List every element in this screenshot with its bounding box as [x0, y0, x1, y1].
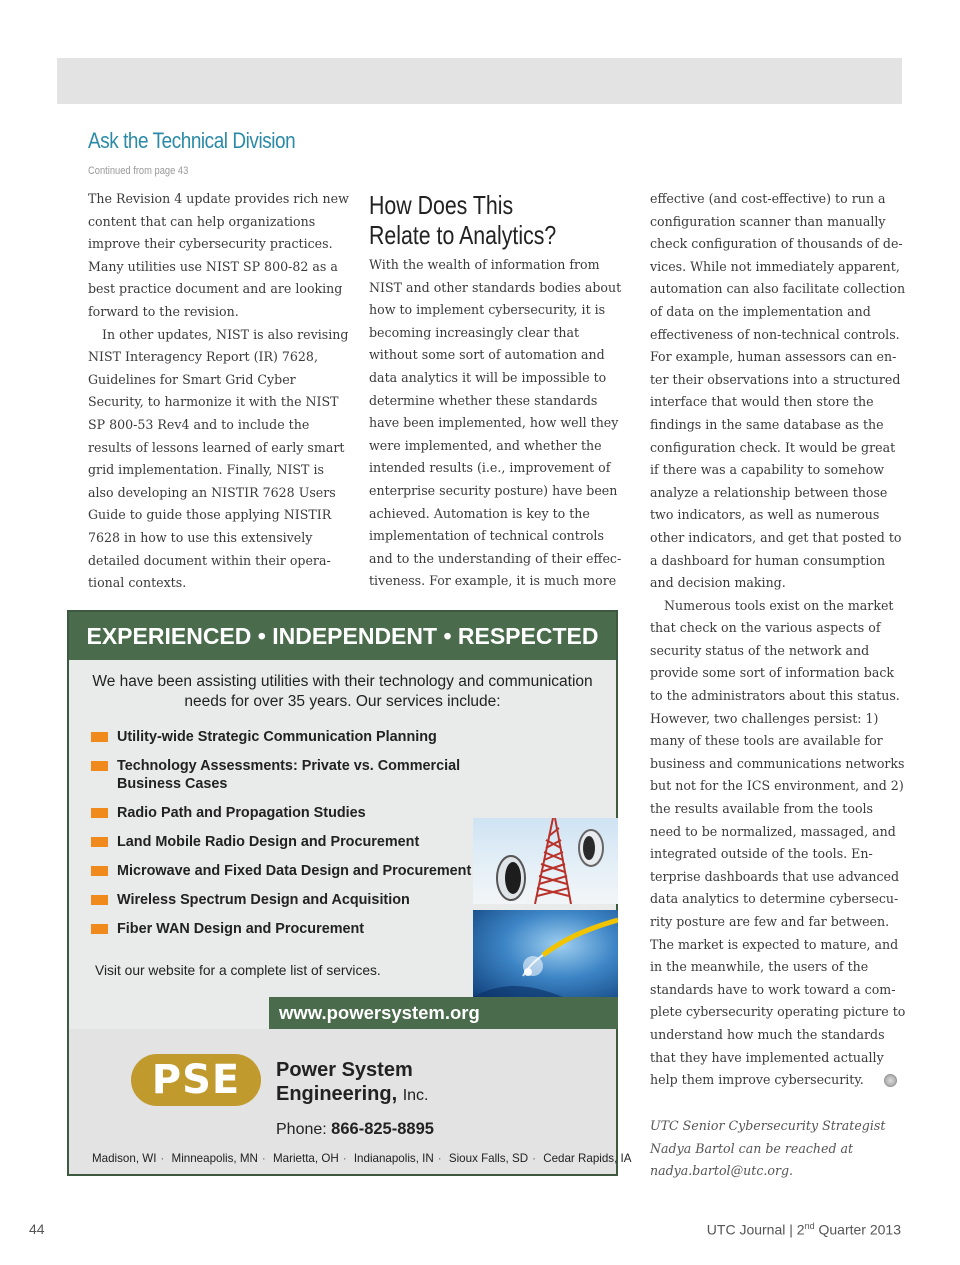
- pse-logo: PSE: [131, 1054, 261, 1106]
- fiber-optic-icon: [473, 910, 618, 997]
- service-label: Utility-wide Strategic Communication Planning: [117, 729, 437, 745]
- issue-quarter: Quarter 2013: [818, 1221, 901, 1238]
- column-3-paragraph: effective (and cost-effective) to run a configuration scanner than manually check configuration of thousands of devices. While not immediately apparent, automation can also facilitate collection of data on the implementation and effectiveness of non-technical controls. For example, human assessors can enter their observations into a structured interface that would then store the findings in the same database as the configuration check. It would be great if there was a capability to somehow analyze a relationship between those two indicators, as well as numerous other indicators, and get that posted to a dashboard for human consumption and decision making.: [650, 191, 906, 591]
- service-item: [91, 804, 476, 822]
- column-3-paragraph: [650, 595, 906, 1092]
- company-name-line1: Power System: [276, 1059, 413, 1081]
- company-name-line2-text: Engineering,: [276, 1083, 398, 1105]
- fiber-cable-image: [473, 910, 618, 997]
- bullet-icon: [91, 732, 108, 742]
- service-label: Technology Assessments: Private vs. Commercial Business Cases: [117, 758, 461, 792]
- location: Marietta, OH: [273, 1152, 339, 1165]
- radio-tower-icon: [473, 818, 618, 904]
- location: Indianapolis, IN: [353, 1152, 434, 1165]
- column-1-paragraph: In other updates, NIST is also revising NIST Interagency Report (IR) 7628, Guidelines for Smart Grid Cyber Security, to harmonize it with the NIST SP 800-53 Rev4 and to include the results of lessons learned of early smart grid implementation. Finally, NIST is also developing an NISTIR 7628 Users Guide to guide those applying NISTIR 7628 in how to use this extensively detailed document within their operational contexts.: [88, 326, 349, 591]
- service-label: Wireless Spectrum Design and Acquisition: [117, 892, 410, 908]
- journal-name: UTC Journal: [706, 1221, 786, 1238]
- header-bar: [57, 58, 902, 104]
- bullet-icon: [91, 837, 108, 847]
- issue-number: 2: [796, 1221, 805, 1238]
- column-2-paragraph: With the wealth of information from NIST and other standards bodies about how to implement cybersecurity, it is becoming increasingly clear that without some sort of automation and data analytics it will be impossible to determine whether these standards have been implemented, how well they were implemented, and whether the intended results (i.e., improvement of enterprise security posture) have been achieved. Automation is key to the implementation of technical controls and to the understanding of their effectiveness. For example, it is much more: [369, 257, 622, 589]
- ad-banner: EXPERIENCED • INDEPENDENT • RESPECTED: [69, 612, 616, 660]
- service-label: Microwave and Fixed Data Design and Procurement: [117, 863, 472, 879]
- service-item: [91, 862, 476, 880]
- ad-intro: We have been assisting utilities with their technology and communication needs for over 35 years. Our services include:: [92, 673, 593, 710]
- issue-ordinal: nd: [804, 1221, 815, 1231]
- services-list: [91, 728, 476, 949]
- bullet-icon: [91, 866, 108, 876]
- column-2: [369, 254, 624, 593]
- website-link[interactable]: www.powersystem.org: [269, 997, 618, 1029]
- service-item: [91, 891, 476, 909]
- location: Madison, WI: [92, 1152, 157, 1165]
- end-mark-icon: [884, 1074, 897, 1087]
- service-item: [91, 757, 476, 793]
- location: Sioux Falls, SD: [448, 1152, 529, 1165]
- bullet-icon: [91, 924, 108, 934]
- office-locations: Madison, WI · Minneapolis, MN · Marietta, OH · Indianapolis, IN · Sioux Falls, SD · Cedar Rapids, IA: [92, 1152, 632, 1165]
- column-1: [88, 188, 350, 595]
- page-number: 44: [29, 1221, 45, 1237]
- journal-footer: UTC Journal | 2nd Quarter 2013: [706, 1221, 901, 1238]
- bullet-icon: [91, 895, 108, 905]
- service-item: [91, 728, 476, 746]
- company-name: [276, 1058, 428, 1108]
- ad-visit-note: Visit our website for a complete list of services.: [95, 963, 381, 978]
- continued-note: Continued from page 43: [88, 165, 189, 177]
- service-label: Radio Path and Propagation Studies: [117, 805, 366, 821]
- phone-label: Phone:: [276, 1121, 327, 1138]
- column-3-paragraph-text: Numerous tools exist on the market that check on the various aspects of security status of the network and provide some sort of information back to the administrators about this status. However, two challenges persist: 1) many of these tools are available for business and communications networks but not for the ICS environment, and 2) the results available from the tools need to be normalized, massaged, and integrated outside of the tools. Enterprise dashboards that use advanced data analytics to determine cybersecurity posture are few and far between. The market is expected to mature, and in the meanwhile, the users of the standards have to work toward a complete cybersecurity operating picture to understand how much the standards that they have implemented actually help them improve cybersecurity.: [650, 597, 906, 1088]
- company-phone: [276, 1120, 434, 1139]
- company-name-line2: [276, 1082, 428, 1108]
- article-heading-line: Relate to Analytics?: [369, 220, 557, 250]
- section-title: Ask the Technical Division: [88, 128, 296, 153]
- column-3: [650, 188, 906, 1092]
- company-suffix: Inc.: [402, 1087, 429, 1104]
- service-item: [91, 920, 476, 938]
- service-label: Fiber WAN Design and Procurement: [117, 921, 365, 937]
- service-item: [91, 833, 476, 851]
- advertisement: [67, 610, 632, 1176]
- article-heading: [369, 190, 556, 250]
- phone-number: 866-825-8895: [331, 1120, 434, 1138]
- location: Cedar Rapids, IA: [543, 1152, 632, 1165]
- author-signature: UTC Senior Cybersecurity Strategist Nadya Bartol can be reached at nadya.bartol@utc.org.: [650, 1118, 886, 1179]
- bullet-icon: [91, 761, 108, 771]
- column-1-paragraph: The Revision 4 update provides rich new content that can help organizations improve their cybersecurity practices. Many utilities use NIST SP 800-82 as a best practice document and are looking forward to the revision.: [88, 191, 349, 319]
- article-heading-line: How Does This: [369, 190, 514, 220]
- location: Minneapolis, MN: [171, 1152, 258, 1165]
- bullet-icon: [91, 808, 108, 818]
- radio-tower-image: [473, 818, 618, 904]
- service-label: Land Mobile Radio Design and Procurement: [117, 834, 420, 850]
